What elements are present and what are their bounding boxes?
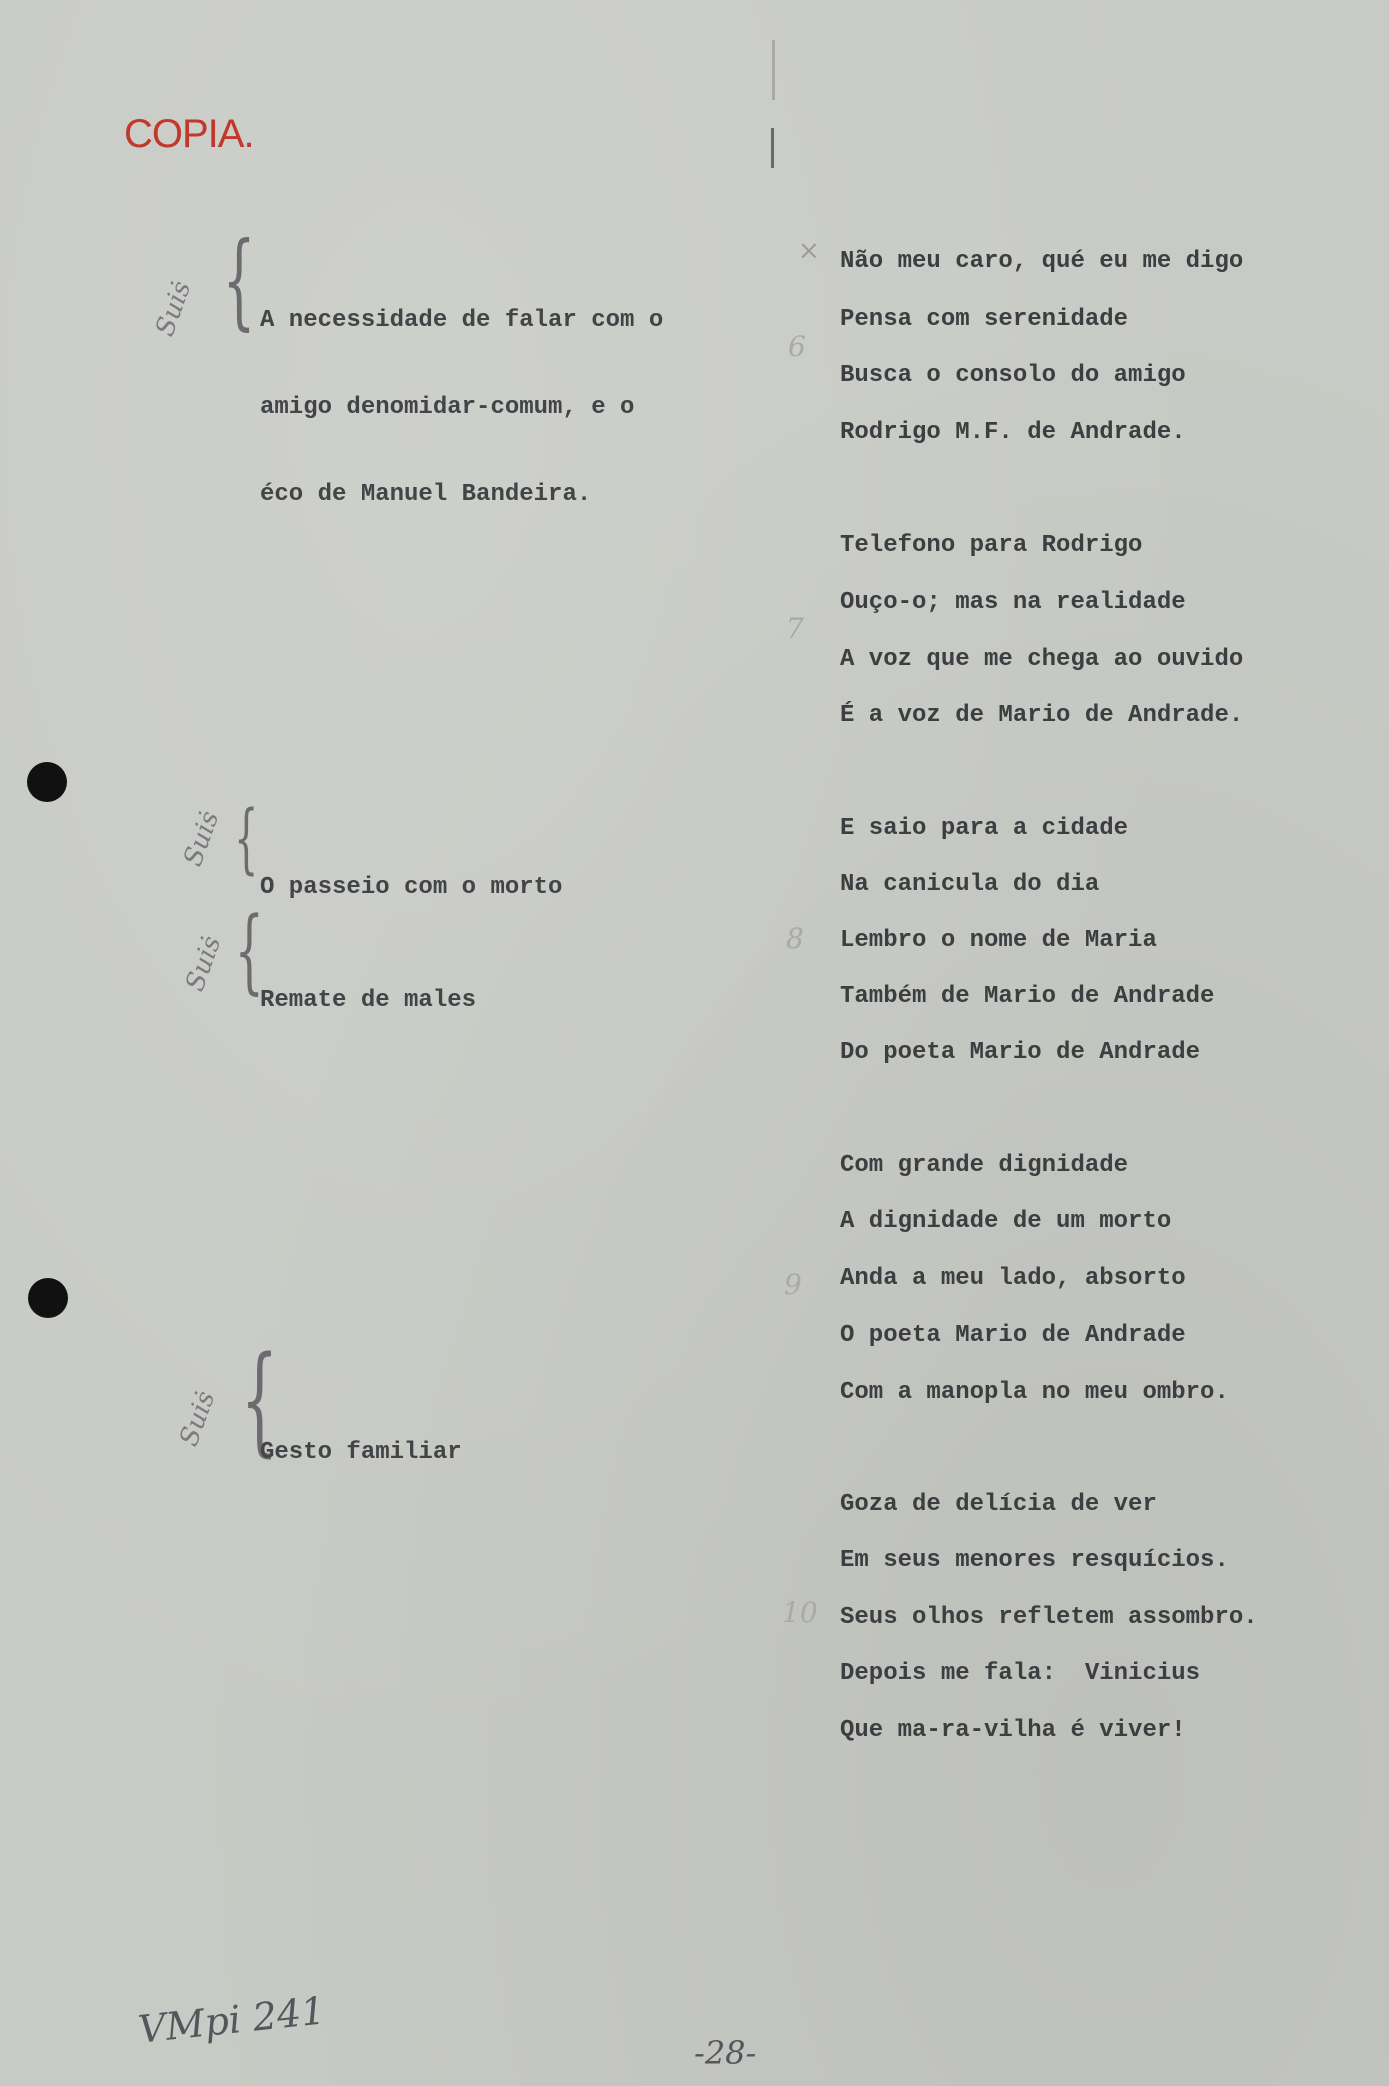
hole-punch-bottom <box>28 1278 68 1318</box>
handwritten-initials-2: Suiṡ <box>178 807 226 871</box>
verse-line: Ouço-o; mas na realidade <box>840 589 1186 616</box>
top-tick-mark <box>772 40 775 100</box>
verse-line: Anda a meu lado, absorto <box>840 1265 1186 1292</box>
verse-line: Do poeta Mario de Andrade <box>840 1039 1201 1066</box>
margin-number: 9 <box>784 1268 802 1301</box>
verse-line: Depois me fala: Vinicius <box>840 1660 1201 1687</box>
margin-note-line: Gesto familiar <box>260 1439 462 1466</box>
verse-line: Telefono para Rodrigo <box>840 532 1143 559</box>
verse-line: Também de Mario de Andrade <box>840 983 1215 1010</box>
faded-watermark-1 <box>660 790 689 893</box>
margin-number: 7 <box>786 612 804 645</box>
margin-note-line: A necessidade de falar com o <box>260 307 664 334</box>
verse-line: Que ma-ra-vilha é viver! <box>840 1717 1186 1744</box>
margin-note-3 <box>260 928 476 1073</box>
verse-line: A voz que me chega ao ouvido <box>840 646 1244 673</box>
margin-number: 6 <box>788 330 806 363</box>
catalog-note: VMpi 241 <box>136 1988 328 2052</box>
handwritten-initials-4: Suiṡ <box>174 1387 222 1451</box>
hole-punch-top <box>27 762 67 802</box>
handwritten-initials-1: Suiṡ <box>150 277 198 341</box>
verse-line: Com a manopla no meu ombro. <box>840 1379 1229 1406</box>
margin-note-line: O passeio com o morto <box>260 874 563 901</box>
verse-line: Em seus menores resquícios. <box>840 1547 1229 1574</box>
brace-2: { <box>234 793 259 882</box>
margin-number: 10 <box>782 1596 818 1629</box>
verse-line: E saio para a cidade <box>840 815 1129 842</box>
verse-line: Busca o consolo do amigo <box>840 362 1186 389</box>
brace-4: { <box>240 1330 279 1468</box>
verse-line: Lembro o nome de Maria <box>840 927 1157 954</box>
verse-line: Goza de delícia de ver <box>840 1491 1157 1518</box>
check-mark: × <box>798 236 820 266</box>
page-number: -28- <box>694 2034 757 2072</box>
brace-1: { <box>222 219 256 341</box>
copia-stamp: COPIA. <box>124 112 254 156</box>
verse-line: A dignidade de um morto <box>840 1208 1172 1235</box>
verse-line: Pensa com serenidade <box>840 306 1129 333</box>
verse-line: O poeta Mario de Andrade <box>840 1322 1186 1349</box>
verse-line: É a voz de Mario de Andrade. <box>840 702 1244 729</box>
verse-line: Rodrigo M.F. de Andrade. <box>840 419 1186 446</box>
verse-line: Seus olhos refletem assombro. <box>840 1604 1258 1631</box>
margin-note-line: amigo denomidar-comum, e o <box>260 394 635 421</box>
top-tick-mark-dark <box>771 128 774 168</box>
margin-note-4 <box>260 1380 462 1525</box>
margin-note-1 <box>260 248 663 567</box>
verse-line: Na canicula do dia <box>840 871 1100 898</box>
verse-line: Não meu caro, qué eu me digo <box>840 248 1244 275</box>
margin-note-line: Remate de males <box>260 987 477 1014</box>
verse-line: Com grande dignidade <box>840 1152 1129 1179</box>
handwritten-initials-3: Suiṡ <box>180 932 228 996</box>
brace-3: { <box>234 897 264 1004</box>
margin-note-line: éco de Manuel Bandeira. <box>260 481 592 508</box>
margin-number: 8 <box>786 922 804 955</box>
